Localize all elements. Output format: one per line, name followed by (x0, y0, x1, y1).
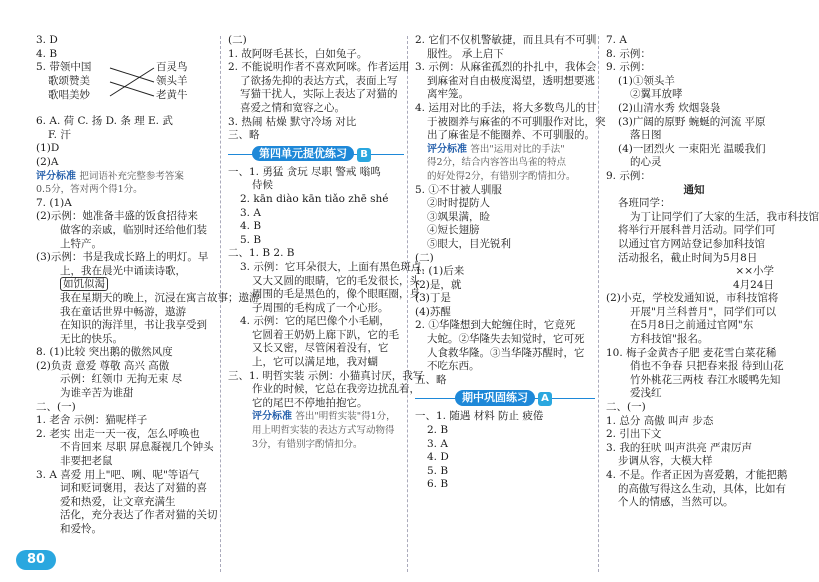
answer-line: 9. 示例： (606, 61, 651, 74)
answer-line: 1. 老舍 示例：猫呢样子 (36, 414, 148, 427)
answer-line: 不肯回来 尽职 屏息凝视几个钟头 (60, 441, 214, 454)
answer-line: 6. A. 荷 C. 扬 D. 条 理 E. 武 (36, 115, 173, 128)
answer-line: ②翼耳放哮 (630, 88, 683, 101)
answer-line: 在知识的海洋里，书让我享受到 (60, 319, 207, 332)
notice-line: 活动报名，截止时间为5月8日 (618, 251, 758, 264)
answer-line: 于被圈养与麻雀的不可驯服作对比，突 (427, 115, 606, 128)
answer-line: (2)A (36, 155, 59, 168)
midterm-header (415, 390, 595, 407)
answer-line: 4. B (240, 220, 262, 233)
answer-line: (4)一团烈火 一束阳光 温暖我们 (618, 142, 766, 155)
answer-line: 和爱怜。 (60, 523, 102, 535)
match-right-3: 老黄牛 (156, 89, 188, 102)
answer-line: 三、1. 明哲实装 示例：小猫真讨厌，我写 (228, 369, 424, 382)
scoring-note: 0.5分，答对两个得1分。 (36, 184, 143, 196)
answer-line: (1)①领头羊 (618, 74, 675, 87)
answer-line: 6. B (427, 478, 449, 491)
answer-line: 5. ①不甘被人驯服 (415, 183, 502, 196)
unit-4-title: 第四单元提优练习 (252, 146, 354, 162)
answer-line: 侍候 (252, 179, 273, 192)
answer-line: 为谁辛苦为谁甜 (60, 387, 134, 400)
answer-line: 3. 我的狂吠 叫声洪亮 严肃厉声 (606, 441, 753, 454)
answer-line: 2. kān diào kān tiǎo zhē shé (240, 192, 389, 205)
answer-line: 我在童话世界中畅游，遨游 (60, 305, 186, 318)
scoring-label: 评分标准 (252, 411, 292, 423)
answer-line: ②时时提防人 (427, 197, 490, 210)
answer-line: 落日图 (630, 129, 662, 142)
answer-line: 一、1. 勇猛 贪玩 尽职 警戒 嗡鸣 (228, 165, 381, 178)
match-left-2: 歌颂赞美 (48, 75, 90, 88)
midterm-title: 期中巩固练习 (455, 390, 535, 406)
answer-line: 方科技馆"报名。 (630, 333, 709, 346)
answer-line: 8. 示例： (606, 47, 651, 60)
answer-line: 到麻雀对自由极度渴望，透明想要逃 (427, 74, 595, 87)
answer-line: 4. D (427, 451, 449, 464)
scoring-standard: 评分标准 把词语补充完整参考答案 (36, 170, 184, 182)
notice-title: 通知 (683, 183, 705, 196)
answer-line: 1. (1)后来 (415, 265, 465, 278)
answer-line: 俏也不争春 只把春来报 待到山花 (630, 360, 784, 373)
answer-line: 竹外桃花三两枝 春江水暖鸭先知 (630, 373, 781, 386)
column-divider (407, 36, 408, 572)
answer-line (36, 278, 212, 292)
answer-line: ③飒果满，睑 (427, 210, 490, 223)
answer-line: 的心灵 (630, 156, 662, 169)
answer-line: (2)是，就 (415, 278, 462, 291)
answer-line: 无比的快乐。 (60, 332, 123, 345)
answer-line: 4. 示例：它的尾巴像个小毛刷， (240, 315, 390, 328)
answer-line: ④短长翅膀 (427, 224, 480, 237)
answer-line: 写猫干扰人，实际上表达了对猫的 (240, 88, 398, 101)
scoring-label: 评分标准 (36, 170, 76, 182)
answer-line: 3. A (240, 206, 261, 219)
unit-4-header (228, 146, 404, 163)
level-badge: A (538, 392, 552, 406)
answer-line: 2. 不能说明作者不喜欢阿咪。作者运用 (228, 61, 410, 74)
answer-line: 作业的时候，它总在我旁边扰乱着， (252, 383, 420, 396)
match-right-2: 领头羊 (156, 75, 188, 88)
match-left-3: 歌唱美妙 (48, 89, 90, 102)
answer-line: (4)苏醒 (415, 305, 451, 318)
answer-line: (2)山清水秀 炊烟袅袅 (618, 101, 721, 114)
matching-exercise (36, 61, 212, 115)
answer-line: 2. 引出下文 (606, 428, 662, 441)
notice-line: 为丁让同学们了大家的生活，我市科技馆 (630, 210, 819, 223)
answer-line: 在5月8日之前通过官网"东 (630, 319, 754, 332)
scoring-note: 得2分，结合内容答出鸟雀的特点 (427, 157, 567, 169)
answer-line: (3)广阔的原野 蜿蜒的河流 平原 (618, 115, 766, 128)
section-heading: 二、(一) (606, 401, 646, 414)
answer-line: 不吃东西。 (427, 360, 480, 373)
answer-line: 人食救华隆。③当华隆苏醒时，它 (427, 346, 585, 359)
answer-column-4 (606, 34, 819, 510)
scoring-standard: 评分标准 答出"明哲实装"得1分， (252, 411, 396, 423)
answer-line: 上特产。 (60, 237, 102, 250)
answer-line: (3)示例：书是我成长路上的明灯。早 (36, 251, 209, 264)
answer-line: 大蛇。②华隆失去知觉时，它可死 (427, 333, 585, 346)
answer-line: 喜爱之情和宽容之心。 (240, 101, 345, 114)
answer-line: 8. (1)比较 突出鹅的傲然风度 (36, 346, 173, 359)
answer-line: 上，它可以满足地，我对蝴 (252, 356, 378, 369)
scoring-standard: 评分标准 答出"运用对比的手法" (427, 143, 565, 155)
notice-line: 各班同学： (618, 197, 671, 210)
answer-line: (2)示例：她准备丰盛的饭食招待来 (36, 210, 198, 223)
answer-line: 3. D (36, 34, 58, 46)
answer-line: 3. 热闹 枯燥 默守冷场 对比 (228, 115, 357, 128)
answer-line: (2)负责 意爱 尊敬 高兴 高傲 (36, 359, 170, 372)
answer-line: 7. (1)A (36, 196, 72, 209)
answer-line: 离牢笼。 (427, 88, 469, 101)
answer-line: 了欲扬先抑的表达方式，表面上写 (240, 74, 398, 87)
notice-date: 4月24日 (732, 278, 774, 291)
answer-line: 2. ①华隆想到大蛇缠住时，它竟死 (415, 319, 576, 332)
answer-line: 2. 老实 出走一天一夜，怎么呼唤也 (36, 427, 200, 440)
answer-line: 周围的毛是黑色的，像个眼眶圈，身 (252, 288, 420, 301)
answer-line: 5. B (240, 233, 262, 246)
notice-line: 以通过官方网站登记参加科技馆 (618, 237, 765, 250)
answer-line: 9. 示例： (606, 169, 651, 182)
answer-line: 我在星期天的晚上，沉浸在寓言故事；遨游 (60, 291, 260, 304)
answer-line: 出了麻雀是不能圈养、不可驯服的。 (427, 129, 595, 142)
answer-line: 非要把老鼠 (60, 455, 113, 468)
scoring-note: 的好处得2分，有错别字酌情扣分。 (427, 170, 576, 182)
answer-line: 二、1. B 2. B (228, 247, 295, 260)
answer-line: 个人的情感，当然可以。 (618, 496, 734, 509)
answer-line: 3. 示例：它耳朵很大，上面有黑色斑点， (240, 260, 432, 273)
answer-line: 做客的亲戚，临别时还给他们装 (60, 223, 207, 236)
answer-line: 示例：红领巾 无拘无束 尽 (60, 373, 183, 386)
level-badge: B (357, 148, 371, 162)
section-heading: 二、(一) (36, 400, 76, 413)
scoring-note: 3分，有错别字酌情扣分。 (252, 438, 363, 450)
answer-line: (1)D (36, 142, 60, 155)
answer-line: 子周围的毛构成了一个心形。 (252, 301, 389, 314)
answer-line: 4. 运用对比的手法，将大多数鸟儿的甘 (415, 101, 597, 114)
answer-line: 3. A 喜爱 用上"吧、咧、呢"等语气 (36, 468, 200, 481)
answer-line: 2. 它们不仅机警敏捷，而且具有不可驯 (415, 34, 597, 46)
answer-line: 又大又圆的眼睛，它的毛发很长，头 (252, 274, 420, 287)
section-heading: (二) (228, 34, 247, 46)
answer-line: 1. 总分 高傲 叫声 步态 (606, 414, 714, 427)
answer-line: 上，我在晨光中诵读诗歌， (60, 264, 186, 277)
answer-line: 它的尾巴不停地拍抱它。 (252, 396, 368, 409)
answer-line: 5. B (427, 464, 449, 477)
answer-line: 的高傲写得这么生动，具体，比如有 (618, 482, 786, 495)
answer-line: 开展"月兰科普月"，同学们可以 (630, 305, 777, 318)
answer-line: 1. 故阿呀毛甚长，白如兔子。 (228, 47, 368, 60)
scoring-note: 用上明哲实装的表达方式写动物得 (252, 425, 395, 437)
answer-line: (3)丁是 (415, 292, 451, 305)
answer-line: 词和贬词褒用，表达了对猫的喜 (60, 482, 207, 495)
section-heading: 五、略 (415, 373, 447, 386)
matching-lines (108, 61, 156, 103)
answer-line: 3. 示例：从麻雀孤烈的扑扎中，我体会 (415, 61, 597, 74)
answer-line: 又长又密，尽管闲着没有，它 (252, 342, 389, 355)
handwritten-correction: 如饥似渴 (60, 277, 108, 291)
answer-line: (2)小克，学校发通知说，市科技馆将 (606, 292, 779, 305)
answer-line: 7. A (606, 34, 627, 46)
match-right-1: 百灵鸟 (156, 61, 188, 74)
answer-line: 服性。 承上启下 (427, 47, 504, 60)
answer-line: 2. B (427, 424, 449, 437)
notice-signature: ××小学 (735, 265, 774, 278)
section-heading: (二) (415, 251, 434, 264)
answer-line: 步调从容，大模大样 (618, 455, 713, 468)
page-number: 80 (16, 550, 56, 570)
answer-line: 10. 梅子金黄杏子肥 麦花雪白菜花稀 (606, 346, 777, 359)
answer-line: 4. 不是。作者正因为喜爱鹅，才能把鹅 (606, 469, 788, 481)
answer-line: 4. B (36, 47, 58, 60)
match-left-1: 5. 带领中国 (36, 61, 92, 74)
answer-line: 一、1. 随遇 材料 防止 疲倦 (415, 410, 544, 423)
notice-line: 将举行开展科普月活动。同学们可 (618, 224, 776, 237)
scoring-label: 评分标准 (427, 143, 467, 155)
answer-line: 3. A (427, 437, 448, 450)
answer-line: F. 汗 (48, 128, 71, 141)
answer-column-3 (415, 34, 606, 492)
answer-line: 它圆着王奶奶上廊下趴，它的毛 (252, 328, 399, 341)
answer-line: 活化，充分表达了作者对猫的关切 (60, 509, 218, 522)
answer-line: ⑤眼大，目光锐利 (427, 237, 511, 250)
answer-line: 爱和热爱，让文章充满生 (60, 495, 176, 508)
section-heading: 三、略 (228, 129, 260, 142)
answer-line: 爱浅红 (630, 387, 662, 400)
